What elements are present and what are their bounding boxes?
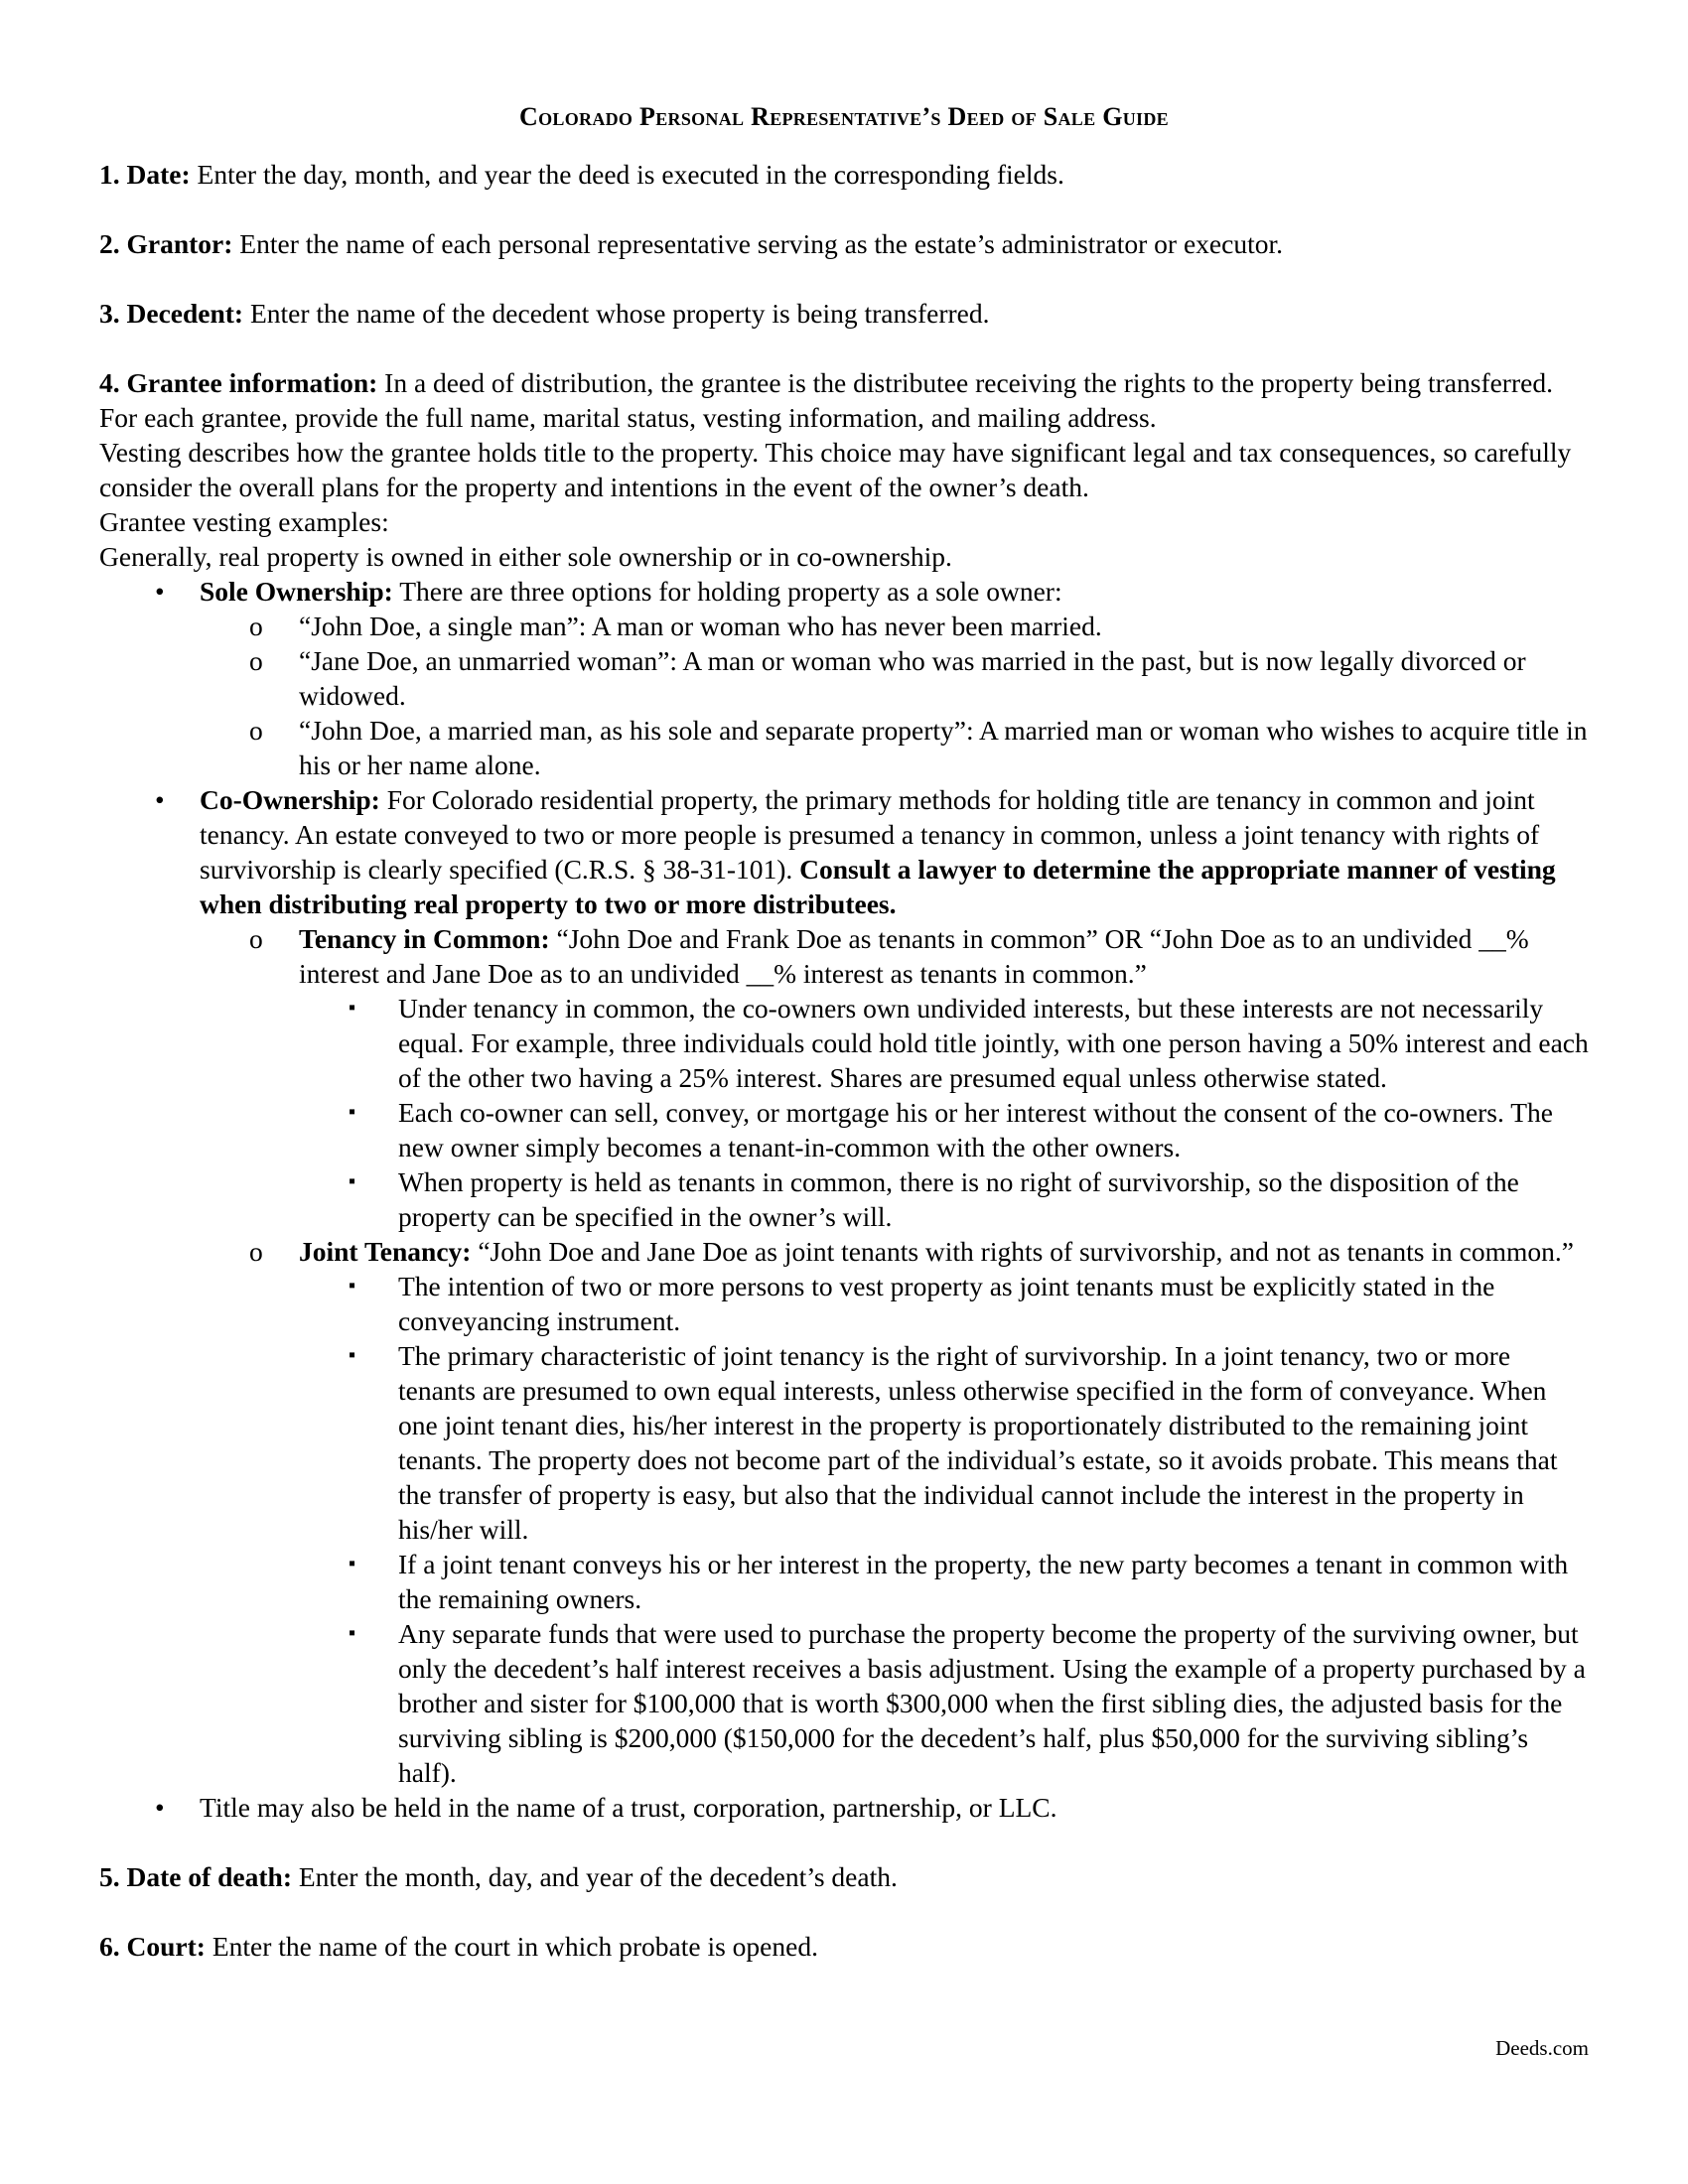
- section-grantor: [99, 226, 1589, 261]
- circle-marker: o: [249, 645, 263, 676]
- bullet-marker: •: [155, 784, 165, 815]
- bullet-marker: •: [155, 576, 165, 607]
- circle-marker: o: [249, 715, 263, 746]
- square-marker: ▪: [349, 997, 356, 1019]
- sole-option: o “Jane Doe, an unmarried woman”: A man or woman who was married in the past, but is now legally divorced or widowed.: [249, 645, 1526, 711]
- circle-marker: o: [249, 1236, 263, 1267]
- document-page: [99, 99, 1589, 1964]
- square-marker: ▪: [349, 1170, 356, 1192]
- document-title: Colorado Personal Representative’s Deed of Sale Guide: [519, 102, 1169, 131]
- footer-brand: Deeds.com: [1495, 2036, 1589, 2060]
- ownership-list: [99, 574, 1589, 1825]
- circle-marker: o: [249, 923, 263, 954]
- jt-point: ▪ The intention of two or more persons to vest property as joint tenants must be explicitly stated in the conveyancing instrument.: [349, 1271, 1495, 1336]
- square-marker: ▪: [349, 1344, 356, 1366]
- joint-tenancy-item: [200, 1234, 1589, 1790]
- co-ownership-warning: Consult a lawyer to determine the appropriate manner of vesting when distributing real property to two or more distributees.: [200, 854, 1556, 919]
- sole-ownership-item: [99, 574, 1589, 782]
- co-ownership-label: Co-Ownership:: [200, 784, 380, 815]
- jt-point: ▪ If a joint tenant conveys his or her interest in the property, the new party becomes a tenant in common with the remaining owners.: [349, 1549, 1569, 1614]
- jt-point: ▪ Any separate funds that were used to purchase the property become the property of the surviving owner, but only the decedent’s half interest receives a basis adjustment. Using the example of a property purchased by a brother and sister for $100,000 that is worth $300,000 when the first sibling dies, the adjusted basis for the surviving sibling is $200,000 ($150,000 for the decedent’s half, plus $50,000 for the surviving sibling’s half).: [349, 1618, 1586, 1788]
- tenancy-in-common-item: [200, 921, 1589, 1234]
- sole-option: o “John Doe, a married man, as his sole and separate property”: A married man or woman who wishes to acquire title in his or her name alone.: [249, 715, 1588, 780]
- title-note-item: [99, 1790, 1589, 1825]
- sole-option: o “John Doe, a single man”: A man or woman who has never been married.: [249, 611, 1102, 641]
- vesting-examples-label: Grantee vesting examples:: [99, 506, 389, 537]
- grantor-text: Enter the name of each personal representative serving as the estate’s administrator or executor.: [232, 228, 1283, 259]
- date-of-death-text: Enter the month, day, and year of the decedent’s death.: [292, 1861, 898, 1892]
- date-label: 1. Date:: [99, 159, 191, 190]
- date-of-death-label: 5. Date of death:: [99, 1861, 292, 1892]
- co-ownership-item: [99, 782, 1589, 1790]
- grantee-label: 4. Grantee information:: [99, 367, 378, 398]
- grantee-text: In a deed of distribution, the grantee is the distributee receiving the rights to the property being transferred. For each grantee, provide the full name, marital status, vesting information, and mailing address.: [99, 367, 1553, 433]
- joint-tenancy-label: Joint Tenancy:: [299, 1236, 472, 1267]
- decedent-label: 3. Decedent:: [99, 298, 244, 329]
- generally-paragraph: Generally, real property is owned in either sole ownership or in co-ownership.: [99, 541, 952, 572]
- square-marker: ▪: [349, 1275, 356, 1297]
- bullet-marker: •: [155, 1792, 165, 1823]
- date-text: Enter the day, month, and year the deed is executed in the corresponding fields.: [190, 159, 1064, 190]
- title-note-text: Title may also be held in the name of a trust, corporation, partnership, or LLC.: [200, 1792, 1057, 1823]
- court-label: 6. Court:: [99, 1931, 206, 1962]
- section-grantee: [99, 365, 1589, 1825]
- square-marker: ▪: [349, 1101, 356, 1123]
- tic-point: ▪ Each co-owner can sell, convey, or mortgage his or her interest without the consent of the co-owners. The new owner simply becomes a tenant-in-common with the other owners.: [349, 1097, 1554, 1162]
- section-court: [99, 1929, 1589, 1964]
- decedent-text: Enter the name of the decedent whose property is being transferred.: [243, 298, 990, 329]
- sole-options-list: [200, 609, 1589, 782]
- tenancy-in-common-text: “John Doe and Frank Doe as tenants in common” OR “John Doe as to an undivided __% interest and Jane Doe as to an undivided __% interest as tenants in common.”: [299, 923, 1529, 989]
- co-options-list: [200, 921, 1589, 1790]
- square-marker: ▪: [349, 1622, 356, 1644]
- joint-tenancy-text: “John Doe and Jane Doe as joint tenants with rights of survivorship, and not as tenants in common.”: [471, 1236, 1574, 1267]
- vesting-paragraph: Vesting describes how the grantee holds title to the property. This choice may have significant legal and tax consequences, so carefully consider the overall plans for the property and intentions in the event of the owner’s death.: [99, 437, 1572, 502]
- sole-ownership-label: Sole Ownership:: [200, 576, 393, 607]
- tenancy-in-common-label: Tenancy in Common:: [299, 923, 550, 954]
- jt-point: ▪ The primary characteristic of joint tenancy is the right of survivorship. In a joint tenancy, two or more tenants are presumed to own equal interests, unless otherwise specified in the form of conveyance. When one joint tenant dies, his/her interest in the property is proportionately distributed to the remaining joint tenants. The property does not become part of the individual’s estate, so it avoids probate. This means that the transfer of property is easy, but also that the individual cannot include the interest in the property in his/her will.: [349, 1340, 1558, 1545]
- sole-ownership-text: There are three options for holding property as a sole owner:: [392, 576, 1062, 607]
- section-decedent: [99, 296, 1589, 331]
- tic-point: ▪ Under tenancy in common, the co-owners own undivided interests, but these interests are not necessarily equal. For example, three individuals could hold title jointly, with one person having a 50% interest and each of the other two having a 25% interest. Shares are presumed equal unless otherwise stated.: [349, 993, 1589, 1093]
- section-date: [99, 157, 1589, 192]
- tic-point: ▪ When property is held as tenants in common, there is no right of survivorship, so the disposition of the property can be specified in the owner’s will.: [349, 1166, 1519, 1232]
- tenancy-in-common-points: [299, 991, 1589, 1234]
- joint-tenancy-points: [299, 1269, 1589, 1790]
- co-ownership-text: For Colorado residential property, the primary methods for holding title are tenancy in common and joint tenancy. An estate conveyed to two or more people is presumed a tenancy in common, unless a joint tenancy with rights of survivorship is clearly specified (C.R.S. § 38-31-101).: [200, 784, 1540, 885]
- circle-marker: o: [249, 611, 263, 641]
- square-marker: ▪: [349, 1553, 356, 1574]
- section-date-of-death: [99, 1859, 1589, 1894]
- grantor-label: 2. Grantor:: [99, 228, 233, 259]
- court-text: Enter the name of the court in which probate is opened.: [205, 1931, 818, 1962]
